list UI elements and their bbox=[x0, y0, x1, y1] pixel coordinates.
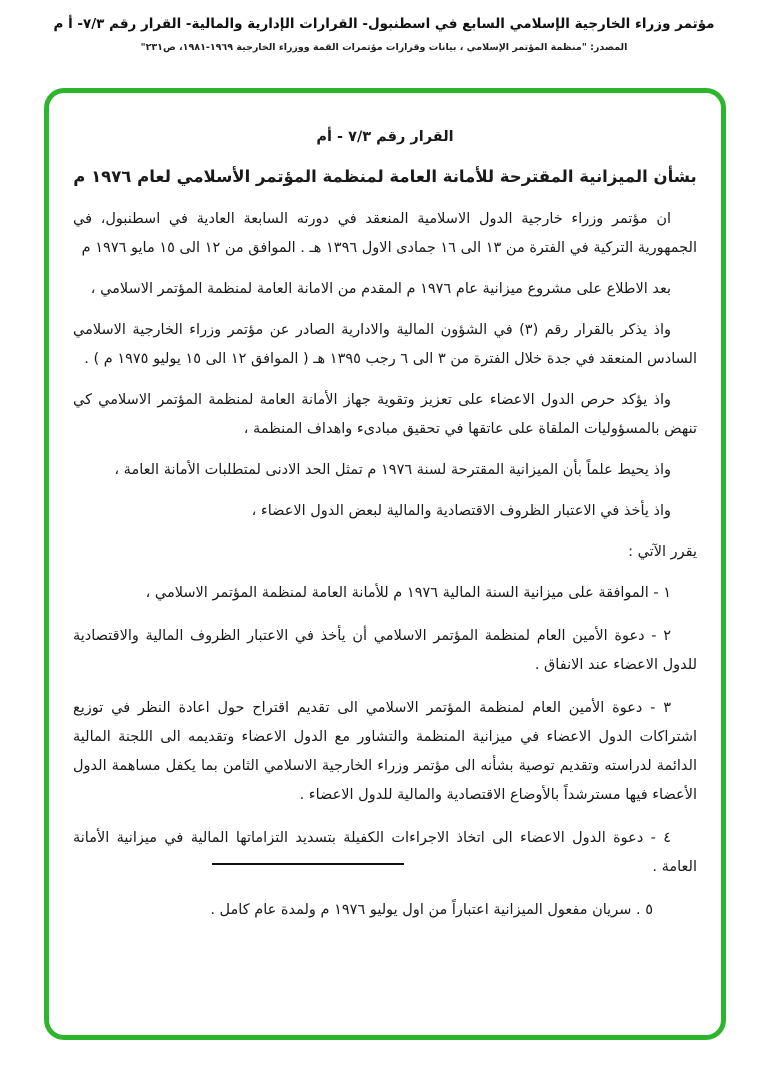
resolution-number: القرار رقم ٧/٣ - أم bbox=[316, 129, 454, 145]
decision-item: ٥ . سريان مفعول الميزانية اعتباراً من اول يوليو ١٩٧٦ م ولمدة عام كامل . bbox=[210, 902, 653, 918]
preamble-paragraph: واذ يحيط علماً بأن الميزانية المقترحة لسنة ١٩٧٦ م تمثل الحد الادنى لمتطلبات الأمانة العامة ، bbox=[114, 462, 671, 478]
resolution-title: بشأن الميزانية المقترحة للأمانة العامة لمنظمة المؤتمر الأسلامي لعام ١٩٧٦ م bbox=[73, 167, 697, 186]
header-source-line: المصدر: "منظمة المؤتمر الإسلامي ، بيانات وقرارات مؤتمرات القمة ووزراء الخارجية ١٩٦٩-١٩٨١، ص٢٣١" bbox=[140, 42, 628, 53]
document-frame bbox=[44, 88, 726, 1040]
decision-item: ١ - الموافقة على ميزانية السنة المالية ١٩٧٦ م للأمانة العامة لمنظمة المؤتمر الاسلامي ، bbox=[145, 585, 671, 601]
decision-intro: يقرر الآتي : bbox=[628, 544, 697, 560]
preamble-paragraph: بعد الاطلاع على مشروع ميزانية عام ١٩٧٦ م المقدم من الامانة العامة لمنظمة المؤتمر الاسلامي ، bbox=[90, 281, 671, 297]
preamble-paragraph: ان مؤتمر وزراء خارجية الدول الاسلامية المنعقد في دورته السابعة العادية في اسطنبول، في الجمهورية التركية في الفترة من ١٣ الى ١٦ جمادى الاول ١٣٩٦ هـ . الموافق من ١٢ الى ١٥ مايو ١٩٧٦ م bbox=[73, 211, 697, 256]
preamble-paragraph: واذ يذكر بالقرار رقم (٣) في الشؤون المالية والادارية الصادر عن مؤتمر وزراء الخارجية الاسلامي السادس المنعقد في جدة خلال الفترة من ٣ الى ٦ رجب ١٣٩٥ هـ ( الموافق ١٢ الى ١٥ يوليو ١٩٧٥ م ) . bbox=[73, 322, 697, 367]
preamble-paragraph: واذ يؤكد حرص الدول الاعضاء على تعزيز وتقوية جهاز الأمانة العامة لمنظمة المؤتمر الاسلامي كي تنهض بالمسؤوليات الملقاة على عاتقها في تحقيق مبادىء واهداف المنظمة ، bbox=[73, 392, 697, 437]
decision-item: ٤ - دعوة الدول الاعضاء الى اتخاذ الاجراءات الكفيلة بتسديد التزاماتها المالية في ميزانية الأمانة العامة . bbox=[73, 830, 697, 875]
page-header bbox=[0, 0, 768, 53]
preamble-paragraph: واذ يأخذ في الاعتبار الظروف الاقتصادية والمالية لبعض الدول الاعضاء ، bbox=[251, 503, 671, 519]
decision-item: ٣ - دعوة الأمين العام لمنظمة المؤتمر الاسلامي الى تقديم اقتراح حول اعادة النظر في توزيع اشتراكات الدول الاعضاء في ميزانية المنظمة والتشاور مع الدول الاعضاء وتقديمه الى اللجنة المالية الدائمة لدراسته وتقديم توصية بشأنه الى مؤتمر وزراء الخارجية الاسلامي الثامن بما يكفل مساهمة الدول الأعضاء فيها مسترشداً بالأوضاع الاقتصادية والمالية للدول الاعضاء . bbox=[73, 700, 697, 803]
footer-divider bbox=[212, 863, 404, 865]
header-title: مؤتمر وزراء الخارجية الإسلامي السابع في اسطنبول- القرارات الإدارية والمالية- القرار رقم ٧/٣- أ م bbox=[53, 16, 715, 32]
decision-item: ٢ - دعوة الأمين العام لمنظمة المؤتمر الاسلامي أن يأخذ في الاعتبار الظروف المالية والاقتصادية للدول الاعضاء عند الانفاق . bbox=[73, 628, 697, 673]
document-content bbox=[49, 93, 721, 925]
